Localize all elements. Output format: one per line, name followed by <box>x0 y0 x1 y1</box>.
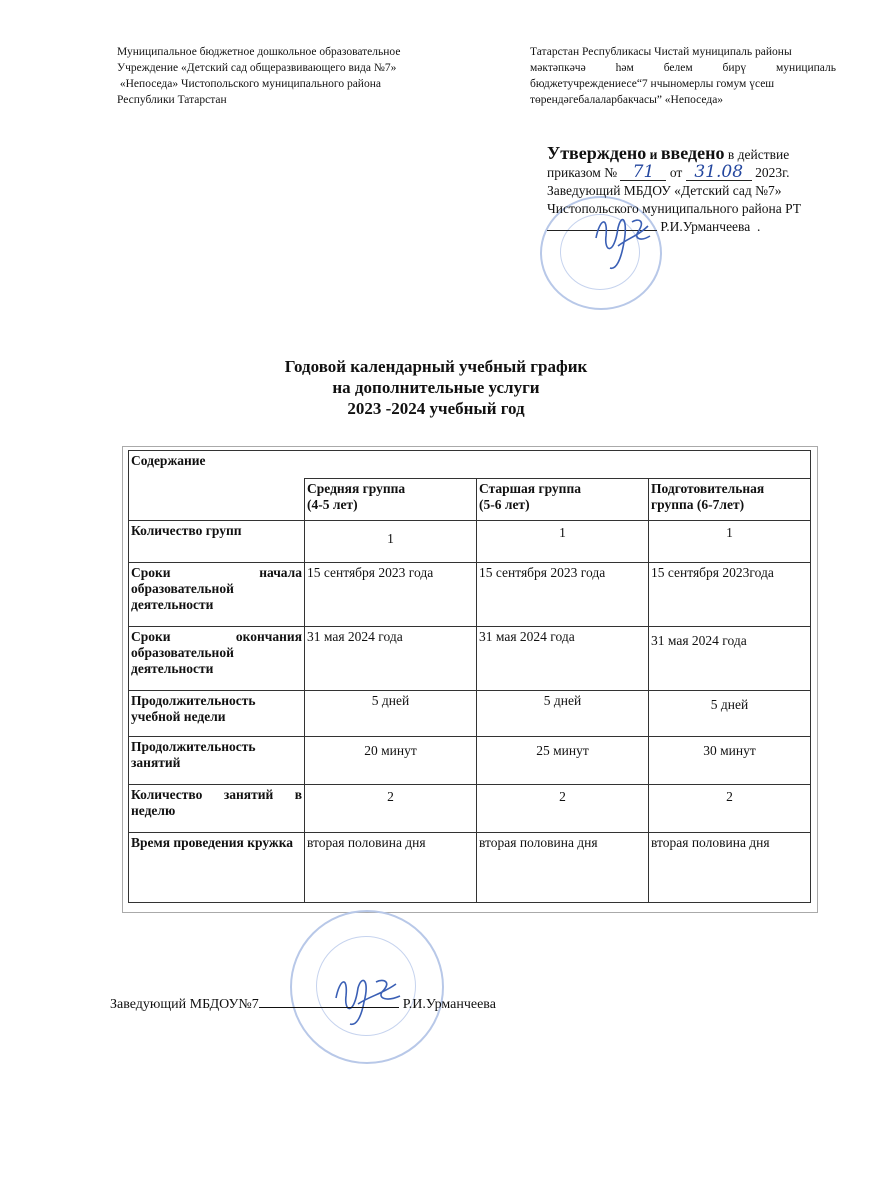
cell: 30 минут <box>649 737 811 785</box>
footer-sign-line <box>259 995 399 1008</box>
cell: 1 <box>477 521 649 563</box>
cell: 1 <box>305 521 477 563</box>
table-row <box>129 563 811 627</box>
table-row <box>129 785 811 833</box>
table-corner-empty <box>129 479 305 521</box>
column-header-senior: Старшая группа (5-6 лет) <box>477 479 649 521</box>
column-header-preparatory: Подготовительная группа (6-7лет) <box>649 479 811 521</box>
table-corner: Содержание <box>129 451 811 479</box>
approval-rest: в действие <box>724 147 790 162</box>
order-number: 71 <box>620 164 666 181</box>
header-organization-ru <box>117 44 477 108</box>
table-header-row <box>129 479 811 521</box>
order-label: приказом № <box>547 165 618 180</box>
table-row <box>129 737 811 785</box>
table-row <box>129 833 811 903</box>
cell: 2 <box>649 785 811 833</box>
cell: вторая половина дня <box>305 833 477 903</box>
row-label: Сроки начала образовательной деятельности <box>129 563 305 627</box>
column-header-middle: Средняя группа (4-5 лет) <box>305 479 477 521</box>
row-label: Время проведения кружка <box>129 833 305 903</box>
title-line2: на дополнительные услуги <box>332 378 540 397</box>
approval-heading <box>547 144 867 164</box>
header-right-line: төрендәгебалаларбакчасы” «Непоседа» <box>530 94 724 106</box>
title-line3: 2023 -2024 учебный год <box>347 399 525 418</box>
header-organization-tt <box>530 44 836 108</box>
order-year: 2023г. <box>751 165 790 180</box>
order-from-label: от <box>666 165 686 180</box>
header-left-line: «Непоседа» Чистопольского муниципального района <box>117 78 381 90</box>
cell: 2 <box>305 785 477 833</box>
cell: 1 <box>649 521 811 563</box>
row-label: Сроки окончания образовательной деятельности <box>129 627 305 691</box>
header-right-line: Татарстан Республикасы Чистай муниципаль районы <box>530 46 792 58</box>
cell: 5 дней <box>477 691 649 737</box>
cell: 15 сентября 2023года <box>649 563 811 627</box>
row-label: Продолжительность занятий <box>129 737 305 785</box>
cell: 5 дней <box>305 691 477 737</box>
cell: 31 мая 2024 года <box>305 627 477 691</box>
approval-order-line <box>547 164 867 182</box>
approval-line4: Чистопольского муниципального района РТ <box>547 201 802 216</box>
cell: 20 минут <box>305 737 477 785</box>
cell: 31 мая 2024 года <box>477 627 649 691</box>
order-date: 31.08 <box>686 164 752 181</box>
header-right-line: мәктәпкәчә һәм белем бирү муниципаль <box>530 62 836 74</box>
approval-line3: Заведующий МБДОУ «Детский сад №7» <box>547 183 782 198</box>
title-line1: Годовой календарный учебный график <box>284 357 588 376</box>
row-label: Количество занятий в неделю <box>129 785 305 833</box>
director-signature <box>588 208 658 274</box>
footer-name: Р.И.Урманчеева <box>402 997 496 1012</box>
cell: 15 сентября 2023 года <box>305 563 477 627</box>
header-left-line: Муниципальное бюджетное дошкольное образовательное <box>117 46 401 58</box>
footer-signature-line <box>110 995 496 1013</box>
header-right-line: бюджетучреждениесе“7 нчыномерлы гомум үсеш <box>530 78 775 90</box>
approval-and: и <box>646 147 661 162</box>
document-title <box>0 356 872 419</box>
header-left-line: Учреждение «Детский сад общеразвивающего вида №7» <box>117 62 397 74</box>
footer-role: Заведующий МБДОУ№7 <box>110 997 259 1012</box>
cell: 15 сентября 2023 года <box>477 563 649 627</box>
cell: вторая половина дня <box>477 833 649 903</box>
cell: 2 <box>477 785 649 833</box>
cell: 31 мая 2024 года <box>649 627 811 691</box>
approval-signer: Р.И.Урманчеева . <box>657 219 761 234</box>
table-row <box>129 691 811 737</box>
cell: 5 дней <box>649 691 811 737</box>
table-row <box>129 521 811 563</box>
table-row <box>129 627 811 691</box>
header-left-line: Республики Татарстан <box>117 94 227 106</box>
table-header-top-row <box>129 451 811 479</box>
cell: вторая половина дня <box>649 833 811 903</box>
cell: 25 минут <box>477 737 649 785</box>
row-label: Количество групп <box>129 521 305 563</box>
approval-bold-introduced: введено <box>660 143 725 163</box>
schedule-table <box>128 450 811 903</box>
row-label: Продолжительность учебной недели <box>129 691 305 737</box>
approval-bold-approved: Утверждено <box>547 143 647 163</box>
